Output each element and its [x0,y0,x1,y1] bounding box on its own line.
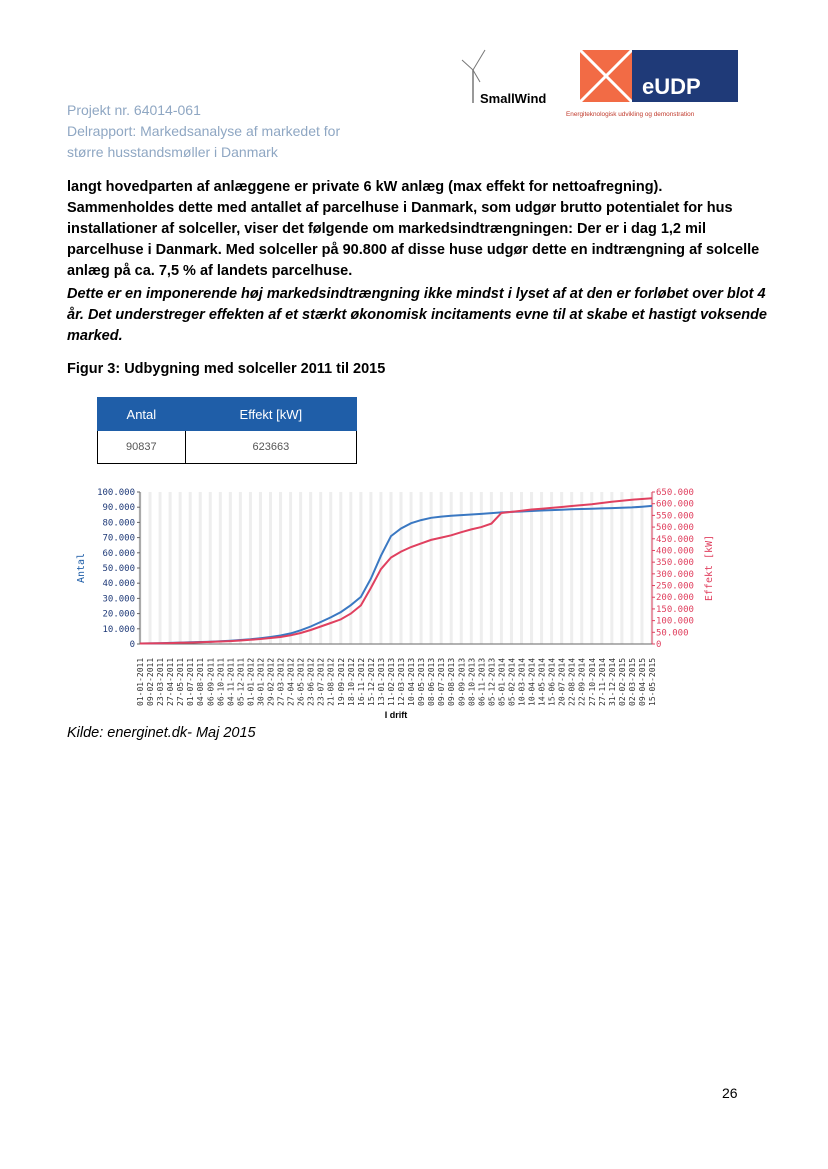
kpi-table [97,397,357,463]
x-tick-label: 30-01-2012 [256,657,266,706]
x-tick-label: 15-05-2015 [648,657,657,706]
y-tick-label-left: 30.000 [102,594,135,605]
x-tick-label: 08-10-2013 [467,657,477,706]
x-tick-label: 16-11-2012 [356,657,366,706]
y-tick-label-right: 100.000 [656,616,694,627]
x-tick-label: 09-09-2013 [457,657,467,706]
x-tick-label: 09-08-2013 [447,657,457,706]
x-tick-label: 12-03-2013 [397,657,407,706]
x-tick-label: 01-01-2011 [136,657,145,706]
x-tick-label: 01-01-2012 [246,657,256,706]
eudp-tagline: Energiteknologisk udvikling og demonstration [566,111,695,118]
eudp-logo [566,50,738,122]
x-tick-label: 04-11-2011 [226,657,236,706]
x-tick-label: 01-07-2011 [186,657,196,706]
eudp-emblem [566,50,738,122]
x-tick-label: 05-12-2013 [487,657,497,706]
x-tick-label: 05-01-2014 [497,657,507,706]
y-tick-label-left: 0 [129,640,135,650]
figure-title: Figur 3: Udbygning med solceller 2011 til 2015 [67,361,386,377]
x-tick-label: 09-02-2011 [146,657,156,706]
x-tick-label: 04-08-2011 [196,657,206,706]
x-tick-label: 27-05-2011 [176,657,186,706]
eudp-text: eUDP [642,74,701,99]
y-tick-label-left: 60.000 [102,548,135,559]
x-tick-label: 13-01-2013 [376,657,386,706]
x-tick-label: 02-02-2015 [617,657,627,706]
x-tick-label: 26-05-2012 [296,657,306,706]
y-tick-label-right: 250.000 [656,581,694,592]
y-tick-label-right: 500.000 [656,523,694,534]
x-tick-label: 09-07-2013 [437,657,447,706]
x-tick-label: 06-11-2013 [477,657,487,706]
x-tick-label: 18-10-2012 [346,657,356,706]
x-tick-label: 19-09-2012 [336,657,346,706]
x-tick-label: 27-03-2012 [276,657,286,706]
x-tick-label: 23-07-2012 [316,657,326,706]
y-tick-label-right: 200.000 [656,593,694,604]
y-tick-label-left: 70.000 [102,533,135,544]
x-tick-label: 05-02-2014 [507,657,517,706]
x-axis-label: I drift [384,710,408,720]
y-tick-label-left: 90.000 [102,503,135,514]
smallwind-text: SmallWind [480,91,547,106]
x-tick-label: 09-05-2013 [417,657,427,706]
figure-source: Kilde: energinet.dk- Maj 2015 [67,725,256,741]
solar-growth-chart [60,482,720,727]
series-line-effekt [140,498,652,643]
x-tick-label: 06-10-2011 [216,657,226,706]
x-tick-label: 06-09-2011 [206,657,216,706]
paragraph-market-penetration: langt hovedparten af anlæggene er private 6 kW anlæg (max effekt for nettoafregning). Sammenholdes dette med antallet af parcelhuse i Danmark, som udgør brutto potentialet for hus installationer af solceller, viser det følgende om markedsindtrængningen: Der er i dag 1,2 mil parcelhuse i Danmark. Med solceller på 90.800 af disse huse udgør dette en indtrængning af solcelle anlæg på ca. 7,5 % af landets parcelhuse. [67,179,760,279]
smallwind-logo [458,48,558,110]
x-tick-label: 02-03-2015 [627,657,637,706]
y-axis-label-left: Antal [76,552,87,584]
y-tick-label-right: 0 [656,640,662,650]
x-tick-label: 10-04-2013 [407,657,417,706]
x-tick-label: 10-03-2014 [517,657,527,706]
y-axis-label-right: Effekt [kW] [704,534,715,602]
x-tick-label: 10-04-2014 [527,657,537,706]
y-tick-label-right: 550.000 [656,511,694,522]
page-number: 26 [722,1085,738,1101]
x-tick-label: 11-02-2013 [386,657,396,706]
x-tick-label: 23-06-2012 [306,657,316,706]
x-tick-label: 09-04-2015 [637,657,647,706]
x-tick-label: 15-06-2014 [547,657,557,706]
x-tick-label: 05-12-2011 [236,657,246,706]
x-tick-label: 22-08-2014 [567,657,577,706]
y-tick-label-right: 450.000 [656,534,694,545]
x-tick-label: 23-03-2011 [156,657,166,706]
x-tick-label: 27-04-2012 [286,657,296,706]
kpi-value-antal: 90837 [98,431,186,464]
x-tick-label: 27-04-2011 [166,657,176,706]
report-subtitle: Delrapport: Markedsanalyse af markedet for [67,123,341,139]
y-tick-label-right: 350.000 [656,558,694,569]
paragraph-conclusion: Dette er en imponerende høj markedsindtrængning ikke mindst i lyset af at den er forløbet over blot 4 år. Det understreger effekten af et stærkt økonomisk incitaments evne til at skabe et hastigt voksende marked. [67,286,767,344]
y-tick-label-right: 300.000 [656,569,694,580]
kpi-value-effekt: 623663 [185,431,356,464]
x-tick-label: 27-10-2014 [587,657,597,706]
y-tick-label-right: 400.000 [656,546,694,557]
kpi-header-antal: Antal [98,398,186,431]
x-tick-label: 31-12-2014 [607,657,617,706]
y-tick-label-right: 600.000 [656,499,694,510]
x-tick-label: 20-07-2014 [557,657,567,706]
x-tick-label: 08-06-2013 [427,657,437,706]
y-tick-label-right: 50.000 [656,628,689,639]
y-tick-label-right: 150.000 [656,604,694,615]
wind-turbine-icon [458,48,558,110]
y-tick-label-right: 650.000 [656,488,694,498]
report-subtitle-continued: større husstandsmøller i Danmark [67,144,278,160]
y-tick-label-left: 100.000 [97,488,135,498]
x-tick-label: 29-02-2012 [266,657,276,706]
x-tick-label: 22-09-2014 [577,657,587,706]
project-number: Projekt nr. 64014-061 [67,102,201,118]
x-tick-label: 27-11-2014 [597,657,607,706]
kpi-header-effekt: Effekt [kW] [185,398,356,431]
x-tick-label: 21-08-2012 [326,657,336,706]
y-tick-label-left: 80.000 [102,518,135,529]
x-tick-label: 14-05-2014 [537,657,547,706]
y-tick-label-left: 40.000 [102,579,135,590]
x-tick-label: 15-12-2012 [366,657,376,706]
series-line-antal [140,506,652,644]
y-tick-label-left: 50.000 [102,564,135,574]
y-tick-label-left: 10.000 [102,624,135,635]
y-tick-label-left: 20.000 [102,609,135,620]
chart-svg [60,482,720,722]
